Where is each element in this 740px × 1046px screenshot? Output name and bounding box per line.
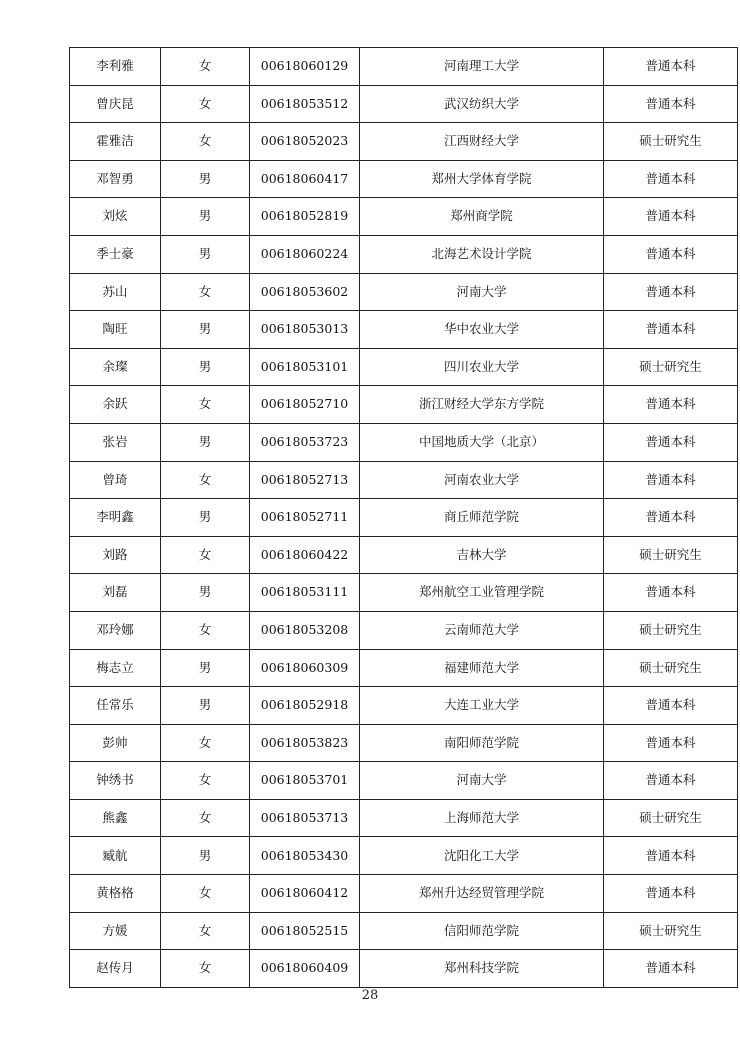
candidate-id-cell: 00618053101 — [250, 348, 360, 386]
candidate-gender-cell: 男 — [161, 499, 250, 537]
table-row — [70, 198, 738, 236]
candidate-name-cell: 邓玲娜 — [70, 611, 161, 649]
candidate-gender-cell: 女 — [161, 724, 250, 762]
candidate-id-cell: 00618053512 — [250, 85, 360, 123]
candidate-id-cell: 00618053208 — [250, 611, 360, 649]
candidate-gender-cell: 女 — [161, 85, 250, 123]
candidate-name-cell: 钟绣书 — [70, 762, 161, 800]
candidate-id-cell: 00618052819 — [250, 198, 360, 236]
candidate-gender-cell: 女 — [161, 48, 250, 86]
candidate-name-cell: 曾庆昆 — [70, 85, 161, 123]
candidate-name-cell: 张岩 — [70, 423, 161, 461]
candidate-degree-cell: 普通本科 — [604, 837, 738, 875]
table-row — [70, 273, 738, 311]
candidate-id-cell: 00618053713 — [250, 799, 360, 837]
candidate-school-cell: 四川农业大学 — [360, 348, 604, 386]
candidate-gender-cell: 男 — [161, 160, 250, 198]
candidate-school-cell: 郑州科技学院 — [360, 950, 604, 988]
candidate-name-cell: 余跃 — [70, 386, 161, 424]
table-row — [70, 123, 738, 161]
candidate-school-cell: 武汉纺织大学 — [360, 85, 604, 123]
candidate-degree-cell: 普通本科 — [604, 461, 738, 499]
candidate-degree-cell: 普通本科 — [604, 762, 738, 800]
table-row — [70, 912, 738, 950]
candidate-school-cell: 郑州升达经贸管理学院 — [360, 875, 604, 913]
candidate-degree-cell: 普通本科 — [604, 85, 738, 123]
page-number: 28 — [361, 988, 379, 1003]
candidate-name-cell: 方媛 — [70, 912, 161, 950]
table-row — [70, 574, 738, 612]
candidate-name-cell: 赵传月 — [70, 950, 161, 988]
candidate-id-cell: 00618060409 — [250, 950, 360, 988]
table-row — [70, 649, 738, 687]
candidate-gender-cell: 女 — [161, 123, 250, 161]
candidate-id-cell: 00618052710 — [250, 386, 360, 424]
candidate-name-cell: 刘路 — [70, 536, 161, 574]
candidate-id-cell: 00618053013 — [250, 311, 360, 349]
candidate-degree-cell: 硕士研究生 — [604, 348, 738, 386]
candidate-gender-cell: 女 — [161, 536, 250, 574]
candidate-id-cell: 00618060412 — [250, 875, 360, 913]
candidate-school-cell: 南阳师范学院 — [360, 724, 604, 762]
candidate-school-cell: 沈阳化工大学 — [360, 837, 604, 875]
table-row — [70, 499, 738, 537]
candidate-gender-cell: 女 — [161, 611, 250, 649]
candidate-degree-cell: 普通本科 — [604, 386, 738, 424]
candidate-name-cell: 刘磊 — [70, 574, 161, 612]
candidate-id-cell: 00618060422 — [250, 536, 360, 574]
candidate-degree-cell: 普通本科 — [604, 574, 738, 612]
candidate-gender-cell: 男 — [161, 687, 250, 725]
table-row — [70, 950, 738, 988]
candidate-school-cell: 河南大学 — [360, 273, 604, 311]
candidate-gender-cell: 男 — [161, 837, 250, 875]
candidate-name-cell: 臧航 — [70, 837, 161, 875]
candidate-id-cell: 00618053723 — [250, 423, 360, 461]
candidate-name-cell: 李明鑫 — [70, 499, 161, 537]
table-row — [70, 837, 738, 875]
table-row — [70, 85, 738, 123]
table-row — [70, 311, 738, 349]
candidate-name-cell: 曾琦 — [70, 461, 161, 499]
candidate-name-cell: 任常乐 — [70, 687, 161, 725]
candidate-school-cell: 云南师范大学 — [360, 611, 604, 649]
candidate-school-cell: 福建师范大学 — [360, 649, 604, 687]
candidate-school-cell: 河南大学 — [360, 762, 604, 800]
candidate-id-cell: 00618060417 — [250, 160, 360, 198]
candidate-degree-cell: 普通本科 — [604, 724, 738, 762]
candidate-degree-cell: 普通本科 — [604, 499, 738, 537]
candidate-gender-cell: 男 — [161, 574, 250, 612]
candidate-id-cell: 00618053701 — [250, 762, 360, 800]
candidate-id-cell: 00618052711 — [250, 499, 360, 537]
table-row — [70, 348, 738, 386]
candidate-school-cell: 北海艺术设计学院 — [360, 235, 604, 273]
candidate-id-cell: 00618052515 — [250, 912, 360, 950]
table-row — [70, 160, 738, 198]
candidate-id-cell: 00618060224 — [250, 235, 360, 273]
candidate-id-cell: 00618052023 — [250, 123, 360, 161]
candidate-id-cell: 00618053823 — [250, 724, 360, 762]
candidate-gender-cell: 女 — [161, 950, 250, 988]
candidate-name-cell: 彭帅 — [70, 724, 161, 762]
candidate-name-cell: 梅志立 — [70, 649, 161, 687]
candidate-degree-cell: 硕士研究生 — [604, 123, 738, 161]
candidate-id-cell: 00618052918 — [250, 687, 360, 725]
candidate-gender-cell: 女 — [161, 461, 250, 499]
candidate-degree-cell: 普通本科 — [604, 311, 738, 349]
table-row — [70, 724, 738, 762]
candidate-gender-cell: 女 — [161, 762, 250, 800]
candidate-gender-cell: 女 — [161, 912, 250, 950]
candidate-name-cell: 刘炫 — [70, 198, 161, 236]
candidate-school-cell: 华中农业大学 — [360, 311, 604, 349]
table-row — [70, 762, 738, 800]
candidate-degree-cell: 普通本科 — [604, 875, 738, 913]
candidate-school-cell: 郑州航空工业管理学院 — [360, 574, 604, 612]
candidate-gender-cell: 男 — [161, 649, 250, 687]
candidate-name-cell: 李利雅 — [70, 48, 161, 86]
candidate-school-cell: 郑州大学体育学院 — [360, 160, 604, 198]
table-row — [70, 611, 738, 649]
candidate-school-cell: 河南理工大学 — [360, 48, 604, 86]
candidate-degree-cell: 普通本科 — [604, 687, 738, 725]
candidate-name-cell: 熊鑫 — [70, 799, 161, 837]
candidate-table — [69, 47, 738, 988]
candidate-school-cell: 信阳师范学院 — [360, 912, 604, 950]
candidate-id-cell: 00618053111 — [250, 574, 360, 612]
candidate-degree-cell: 普通本科 — [604, 235, 738, 273]
candidate-table-body — [70, 48, 738, 988]
candidate-name-cell: 霍雅洁 — [70, 123, 161, 161]
candidate-school-cell: 中国地质大学（北京） — [360, 423, 604, 461]
candidate-degree-cell: 普通本科 — [604, 198, 738, 236]
candidate-gender-cell: 女 — [161, 273, 250, 311]
table-row — [70, 687, 738, 725]
candidate-school-cell: 江西财经大学 — [360, 123, 604, 161]
candidate-degree-cell: 普通本科 — [604, 950, 738, 988]
candidate-school-cell: 商丘师范学院 — [360, 499, 604, 537]
table-row — [70, 536, 738, 574]
candidate-gender-cell: 男 — [161, 311, 250, 349]
candidate-degree-cell: 硕士研究生 — [604, 912, 738, 950]
candidate-name-cell: 黄格格 — [70, 875, 161, 913]
candidate-name-cell: 季士豪 — [70, 235, 161, 273]
candidate-gender-cell: 女 — [161, 875, 250, 913]
candidate-degree-cell: 硕士研究生 — [604, 536, 738, 574]
candidate-gender-cell: 女 — [161, 386, 250, 424]
table-row — [70, 875, 738, 913]
table-row — [70, 423, 738, 461]
table-row — [70, 48, 738, 86]
candidate-school-cell: 大连工业大学 — [360, 687, 604, 725]
candidate-id-cell: 00618060309 — [250, 649, 360, 687]
candidate-school-cell: 浙江财经大学东方学院 — [360, 386, 604, 424]
candidate-id-cell: 00618060129 — [250, 48, 360, 86]
candidate-name-cell: 苏山 — [70, 273, 161, 311]
candidate-school-cell: 吉林大学 — [360, 536, 604, 574]
candidate-degree-cell: 硕士研究生 — [604, 611, 738, 649]
candidate-school-cell: 河南农业大学 — [360, 461, 604, 499]
table-row — [70, 799, 738, 837]
candidate-school-cell: 郑州商学院 — [360, 198, 604, 236]
candidate-degree-cell: 普通本科 — [604, 160, 738, 198]
candidate-gender-cell: 男 — [161, 235, 250, 273]
candidate-school-cell: 上海师范大学 — [360, 799, 604, 837]
candidate-name-cell: 邓智勇 — [70, 160, 161, 198]
candidate-degree-cell: 普通本科 — [604, 273, 738, 311]
candidate-gender-cell: 男 — [161, 198, 250, 236]
candidate-gender-cell: 女 — [161, 799, 250, 837]
candidate-gender-cell: 男 — [161, 423, 250, 461]
candidate-name-cell: 余璨 — [70, 348, 161, 386]
candidate-name-cell: 陶旺 — [70, 311, 161, 349]
table-row — [70, 235, 738, 273]
table-row — [70, 386, 738, 424]
candidate-gender-cell: 男 — [161, 348, 250, 386]
table-row — [70, 461, 738, 499]
candidate-id-cell: 00618053602 — [250, 273, 360, 311]
candidate-degree-cell: 硕士研究生 — [604, 649, 738, 687]
candidate-id-cell: 00618052713 — [250, 461, 360, 499]
candidate-id-cell: 00618053430 — [250, 837, 360, 875]
candidate-degree-cell: 普通本科 — [604, 423, 738, 461]
candidate-degree-cell: 硕士研究生 — [604, 799, 738, 837]
candidate-degree-cell: 普通本科 — [604, 48, 738, 86]
